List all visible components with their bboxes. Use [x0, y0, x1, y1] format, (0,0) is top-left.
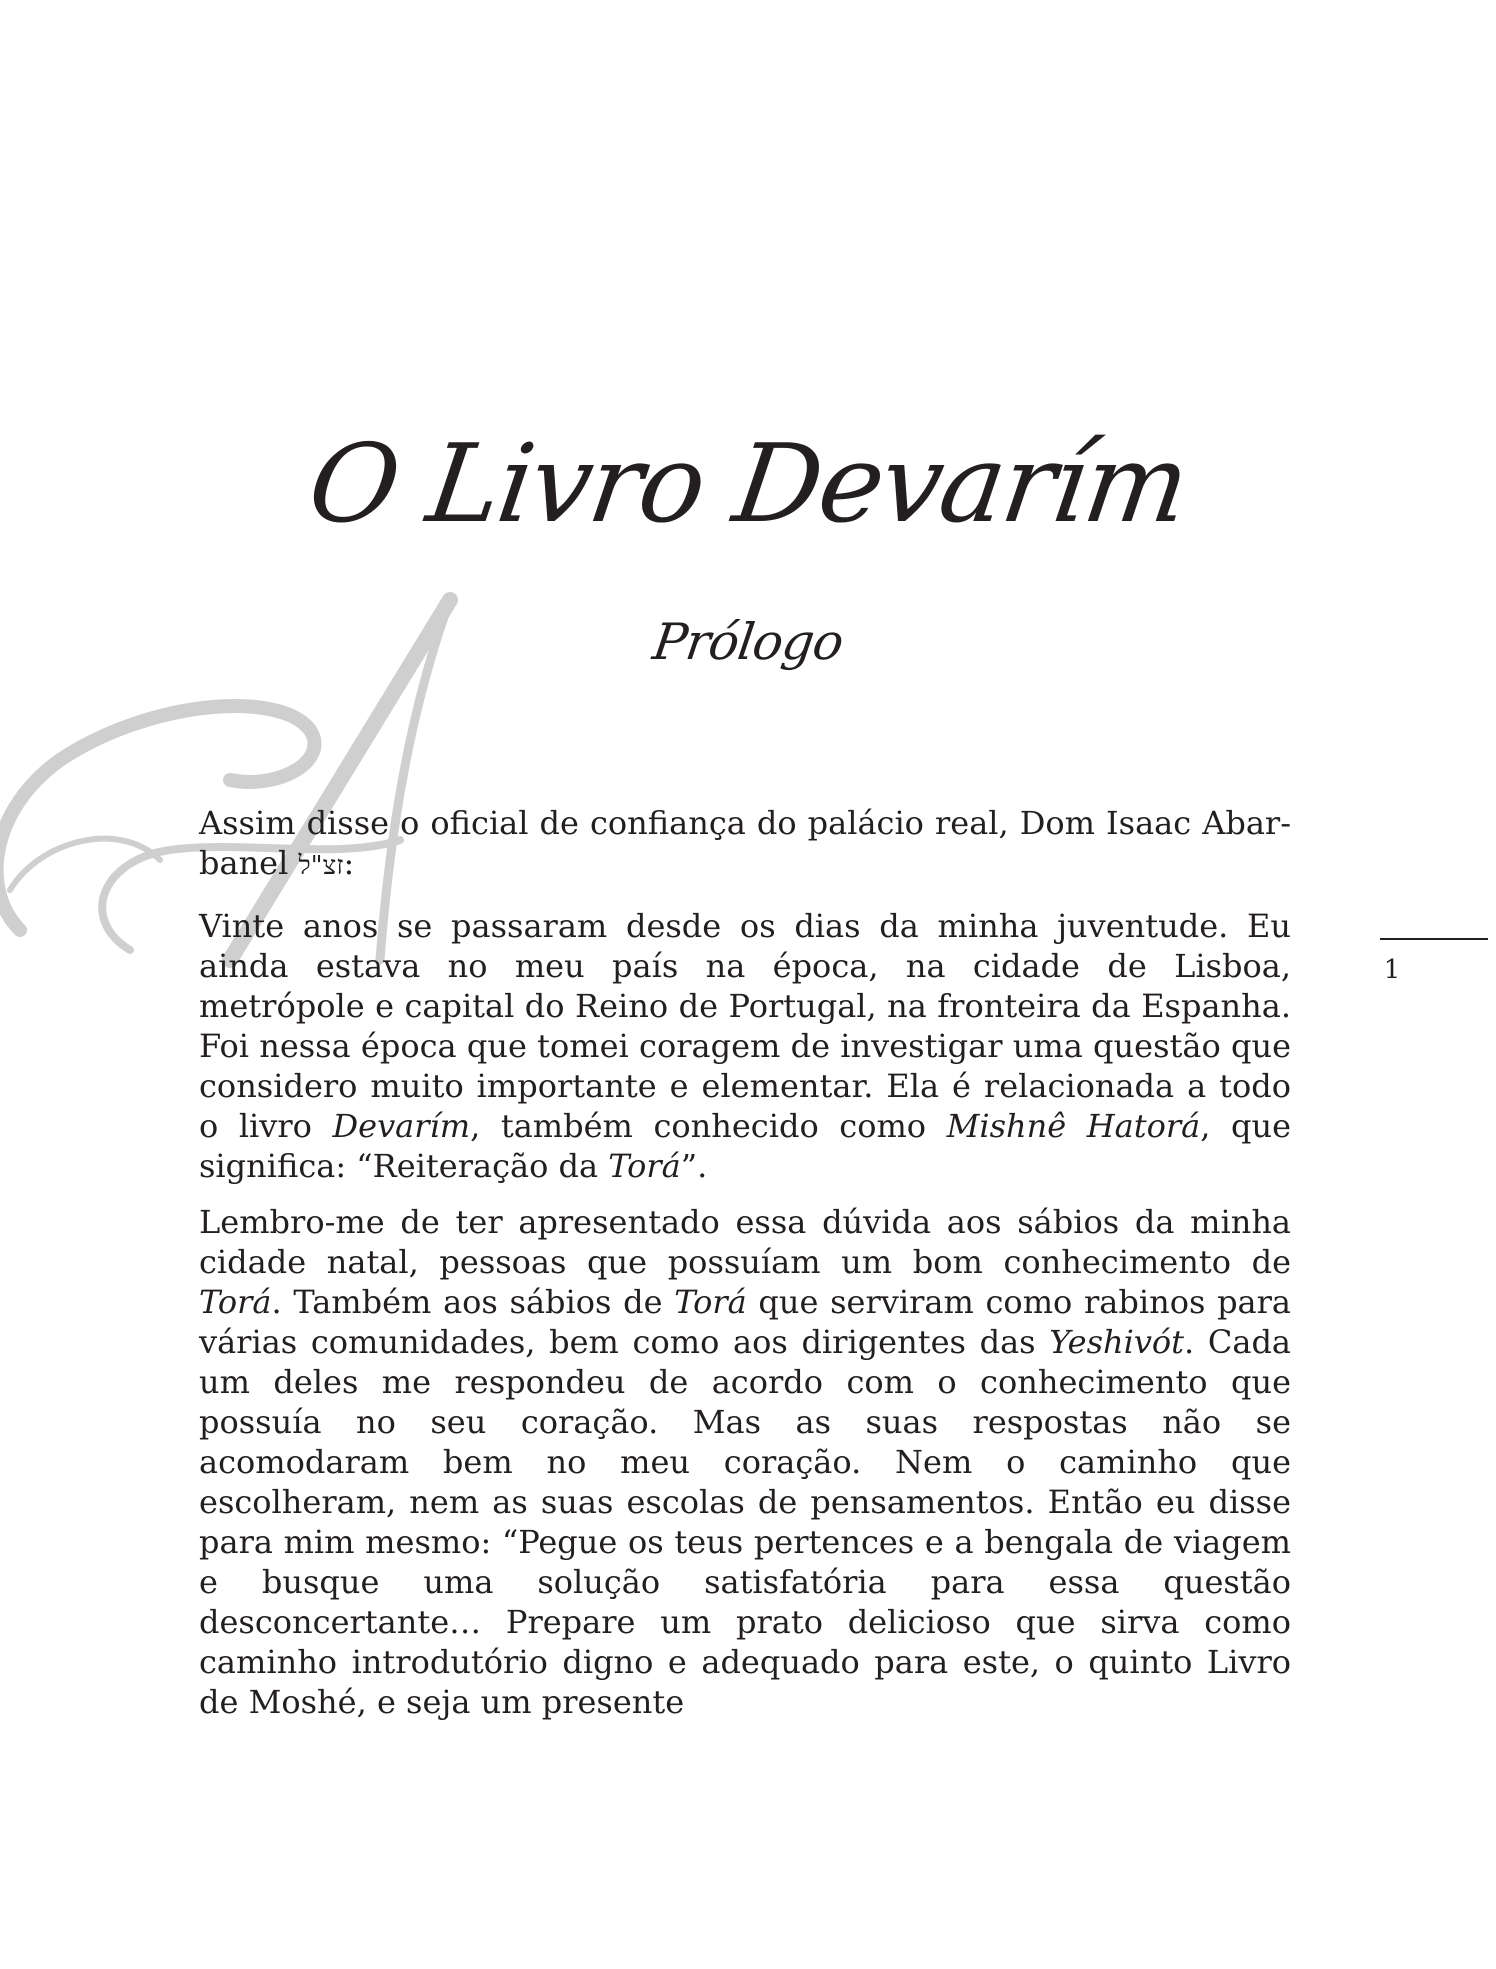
- italic-term-yeshivot: Yeshivót: [1049, 1323, 1185, 1361]
- margin-rule: [1380, 938, 1488, 940]
- intro-punctuation: :: [343, 844, 355, 882]
- paragraph-1-text-2: , também conhecido como: [470, 1107, 947, 1145]
- italic-term-devarim: Devarím: [332, 1107, 471, 1145]
- body-text: [199, 803, 1291, 1744]
- hebrew-honorific: זצ"ל: [298, 851, 344, 881]
- paragraph-1-text-3: , que significa: “Reiteração da: [199, 1107, 1292, 1185]
- paragraph-1-text: Vinte anos se passaram desde os dias da minha juventude. Eu ainda estava no meu país na época, na cidade de Lisboa, metrópole e capital do Reino de Portugal, na fronteira da Espanha. Foi nessa época que tomei coragem de investigar uma questão que considero muito importante e elementar. Ela é relacionada a todo o livro: [199, 907, 1291, 1145]
- italic-term-tora: Torá: [199, 1283, 272, 1321]
- intro-text: Assim disse o oficial de confiança do palácio real, Dom Isaac Abar-banel: [199, 804, 1291, 882]
- paragraph-2-text-2: . Também aos sábios de: [271, 1283, 675, 1321]
- page-number: 1: [1383, 955, 1401, 985]
- paragraph-2-text-4: . Cada um deles me respondeu de acordo com o conhecimento que possuía no seu coração. Mas as suas respostas não se acomodaram bem no meu coração. Nem o caminho que escolheram, nem as suas escolas de pensamentos. Então eu disse para mim mesmo: “Pegue os teus pertences e a bengala de viagem e busque uma solução satisfatória para essa questão desconcertante… Prepare um prato delicioso que sirva como caminho introdutório digno e adequado para este, o quinto Livro de Moshé, e seja um presente: [199, 1323, 1292, 1721]
- paragraph-2: [199, 1202, 1291, 1722]
- italic-term-tora: Torá: [674, 1283, 747, 1321]
- intro-paragraph: [199, 803, 1291, 886]
- paragraph-1-text-4: ”.: [680, 1147, 708, 1185]
- chapter-title: Prólogo: [649, 613, 847, 671]
- paragraph-1: [199, 906, 1291, 1186]
- paragraph-2-text: Lembro-me de ter apresentado essa dúvida aos sábios da minha cidade natal, pessoas que possuíam um bom conhecimento de: [199, 1203, 1291, 1281]
- italic-term-mishne-hatora: Mishnê Hatorá: [946, 1107, 1201, 1145]
- book-title: O Livro Devarím: [301, 422, 1195, 547]
- italic-term-tora: Torá: [608, 1147, 681, 1185]
- paragraph-2-text-3: que serviram como rabinos para várias comunidades, bem como aos dirigentes das: [199, 1283, 1291, 1361]
